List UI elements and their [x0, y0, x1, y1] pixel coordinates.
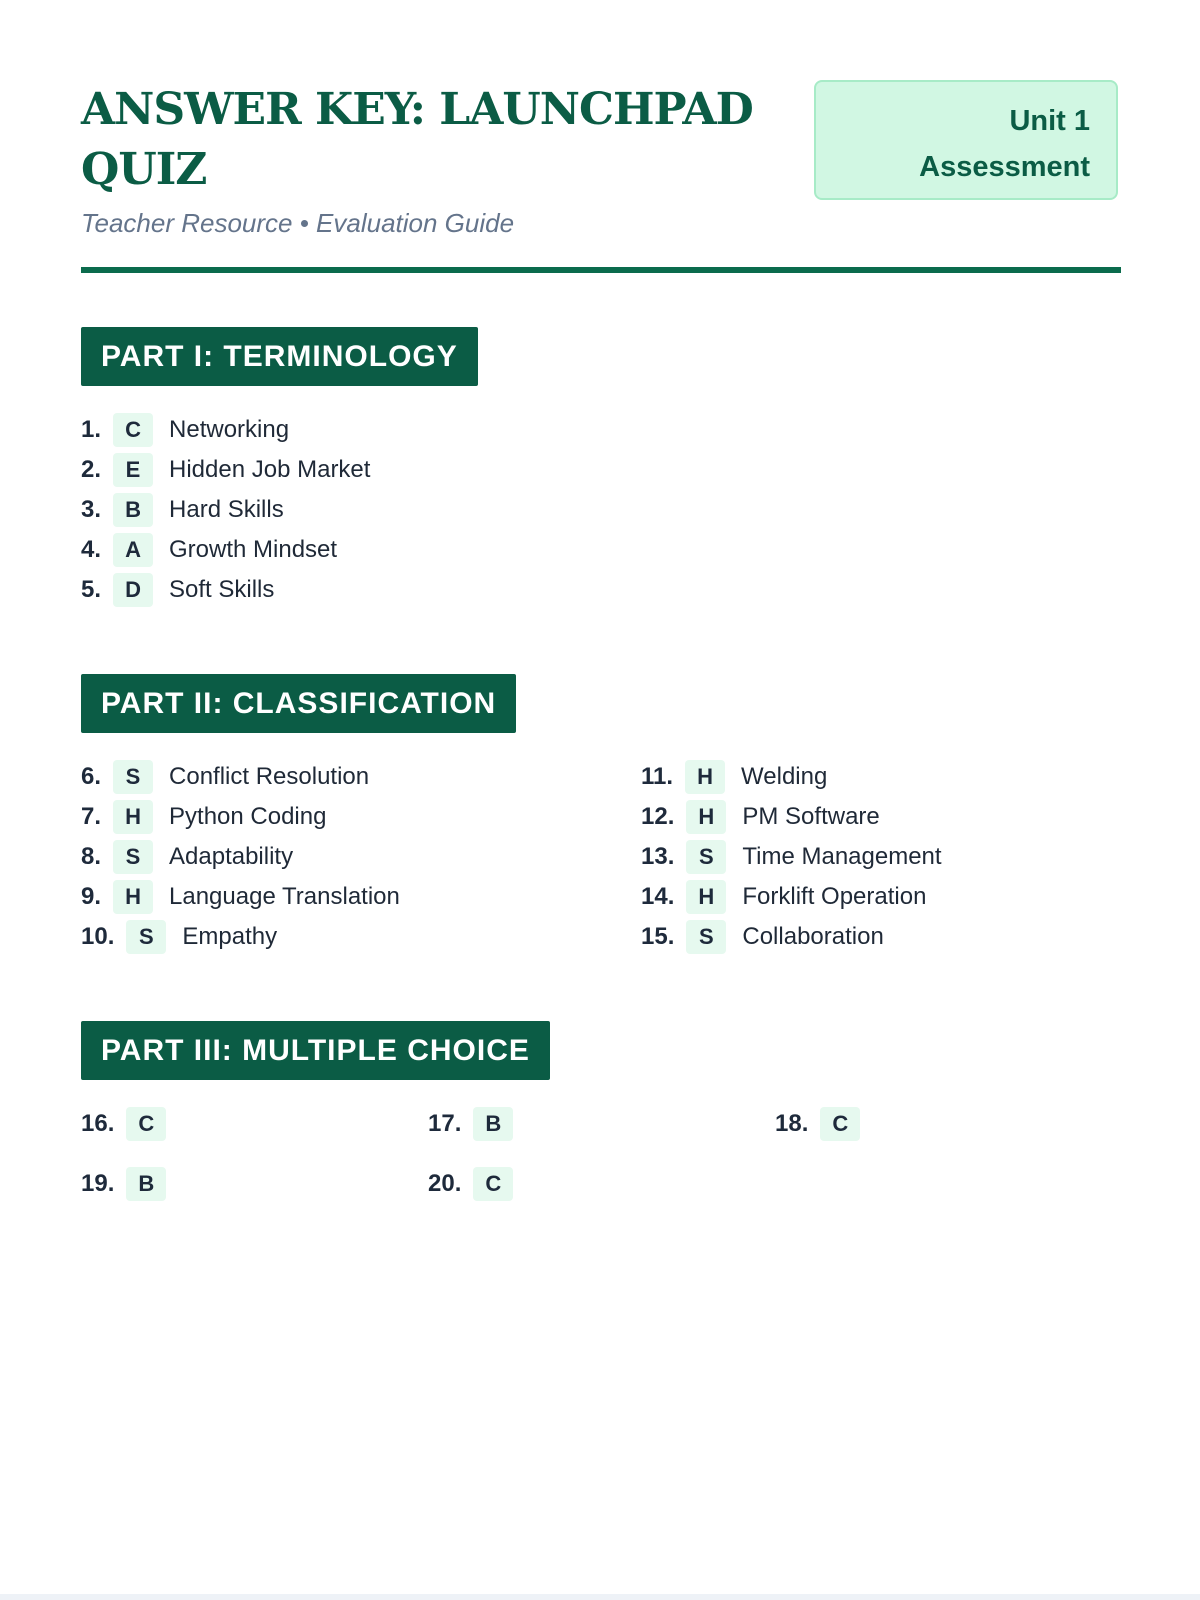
answer-chip: S [686, 840, 726, 874]
item-number: 5. [81, 576, 102, 603]
list-item [81, 797, 400, 837]
answer-chip: B [113, 493, 153, 527]
item-number: 4. [81, 536, 102, 563]
item-term: Hard Skills [169, 496, 284, 523]
answer-chip: B [126, 1167, 166, 1201]
list-item [81, 530, 370, 570]
item-term: PM Software [742, 803, 880, 830]
answer-chip: A [113, 533, 153, 567]
answer-chip: B [473, 1107, 513, 1141]
list-item [81, 570, 370, 610]
item-number: 2. [81, 456, 102, 483]
item-number: 20. [428, 1170, 462, 1197]
answer-chip: H [113, 880, 153, 914]
part2-heading: PART II: CLASSIFICATION [81, 674, 516, 733]
answer-chip: C [113, 413, 153, 447]
item-term: Soft Skills [169, 576, 275, 603]
page-subtitle: Teacher Resource • Evaluation Guide [81, 208, 515, 238]
page-bottom-edge [0, 1594, 1200, 1600]
item-term: Adaptability [169, 843, 294, 870]
list-item [641, 757, 942, 797]
answer-chip: S [126, 920, 166, 954]
item-number: 12. [641, 803, 675, 830]
list-item [641, 877, 942, 917]
list-item [81, 490, 370, 530]
item-term: Forklift Operation [742, 883, 927, 910]
item-term: Conflict Resolution [169, 763, 370, 790]
list-item [81, 410, 370, 450]
answer-chip: D [113, 573, 153, 607]
list-item [641, 837, 942, 877]
part1-heading: PART I: TERMINOLOGY [81, 327, 478, 386]
part3-heading: PART III: MULTIPLE CHOICE [81, 1021, 550, 1080]
item-number: 13. [641, 843, 675, 870]
answer-chip: S [686, 920, 726, 954]
item-number: 19. [81, 1170, 115, 1197]
mc-item [428, 1164, 529, 1204]
header [81, 80, 1121, 239]
list-item [81, 917, 400, 957]
badge-line-2: Assessment [919, 151, 1090, 183]
part1-list [81, 410, 370, 610]
mc-item [81, 1104, 182, 1144]
mc-item [428, 1104, 529, 1144]
item-number: 7. [81, 803, 102, 830]
answer-chip: H [686, 800, 726, 834]
part2-right-list [641, 757, 942, 957]
answer-chip: H [685, 760, 725, 794]
item-term: Welding [741, 763, 828, 790]
item-number: 3. [81, 496, 102, 523]
list-item [641, 917, 942, 957]
header-divider [81, 267, 1121, 273]
item-number: 8. [81, 843, 102, 870]
item-number: 14. [641, 883, 675, 910]
item-term: Hidden Job Market [169, 456, 371, 483]
answer-chip: H [113, 800, 153, 834]
answer-chip: S [113, 840, 153, 874]
page-title: ANSWER KEY: LAUNCHPAD QUIZ [81, 84, 753, 195]
answer-chip: C [473, 1167, 513, 1201]
item-number: 11. [641, 763, 674, 790]
item-number: 9. [81, 883, 102, 910]
badge-line-1: Unit 1 [1009, 105, 1090, 137]
item-term: Language Translation [169, 883, 400, 910]
list-item [81, 837, 400, 877]
unit-badge [814, 80, 1118, 200]
item-term: Networking [169, 416, 290, 443]
list-item [81, 450, 370, 490]
item-number: 17. [428, 1110, 462, 1137]
answer-chip: H [686, 880, 726, 914]
item-term: Time Management [742, 843, 942, 870]
item-term: Collaboration [742, 923, 884, 950]
list-item [641, 797, 942, 837]
mc-item [775, 1104, 876, 1144]
item-number: 6. [81, 763, 102, 790]
item-term: Python Coding [169, 803, 327, 830]
item-term: Empathy [182, 923, 278, 950]
answer-chip: C [126, 1107, 166, 1141]
mc-item [81, 1164, 182, 1204]
list-item [81, 757, 400, 797]
item-number: 18. [775, 1110, 809, 1137]
answer-chip: C [820, 1107, 860, 1141]
answer-chip: E [113, 453, 153, 487]
item-number: 10. [81, 923, 115, 950]
list-item [81, 877, 400, 917]
item-term: Growth Mindset [169, 536, 338, 563]
item-number: 15. [641, 923, 675, 950]
item-number: 1. [81, 416, 102, 443]
item-number: 16. [81, 1110, 115, 1137]
answer-chip: S [113, 760, 153, 794]
part2-left-list [81, 757, 400, 957]
